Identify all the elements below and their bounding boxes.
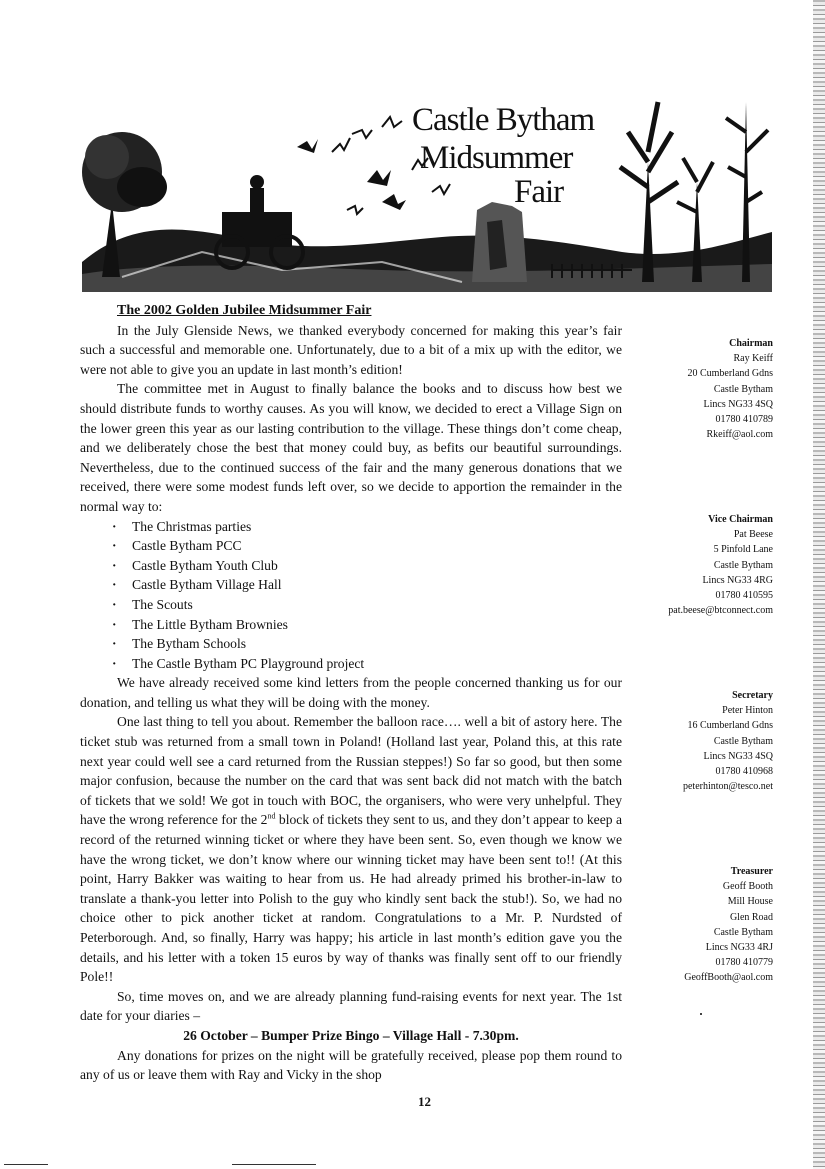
footer-rule — [4, 1164, 48, 1165]
contact-vice-chairman — [603, 512, 773, 618]
contact-line: 01780 410789 — [715, 414, 773, 426]
bingo-event-line: 26 October – Bumper Prize Bingo – Village Hall - 7.30pm. — [183, 1027, 519, 1043]
contact-line: Castle Bytham — [713, 383, 773, 395]
contact-line: Geoff Booth — [722, 881, 773, 893]
contact-line: 20 Cumberland Gdns — [687, 368, 773, 380]
contact-email: pat.beese@btconnect.com — [668, 605, 773, 617]
list-item: · Castle Bytham PCC — [112, 536, 622, 556]
contact-line: Pat Beese — [733, 529, 773, 541]
beneficiary-list — [80, 517, 622, 674]
list-item: · The Christmas parties — [112, 517, 622, 537]
list-item: · The Bytham Schools — [112, 634, 622, 654]
contact-treasurer — [603, 864, 773, 986]
paragraph-balloon-race — [80, 712, 622, 986]
contact-role: Vice Chairman — [708, 514, 773, 525]
contact-email: Rkeiff@aol.com — [706, 429, 773, 441]
contact-line: 01780 410779 — [715, 957, 773, 969]
paragraph-intro: In the July Glenside News, we thanked everybody concerned for making this year’s fair such a successful and memorable one. Unfortunately, due to a bit of a mix up with the editor, we were not able to give you an update in last month’s edition! — [80, 322, 622, 377]
contact-role: Treasurer — [730, 866, 773, 877]
scan-speck — [700, 1013, 702, 1015]
contact-role: Chairman — [729, 338, 773, 349]
paragraph-donations: Any donations for prizes on the night will be gratefully received, please pop them round to any of us or leave them with Ray and Vicky in the shop — [80, 1047, 622, 1083]
article-body — [80, 301, 622, 1085]
list-item: · The Castle Bytham PC Playground project — [112, 654, 622, 674]
contact-line: Lincs NG33 4RG — [702, 574, 773, 586]
paragraph-fundraising: So, time moves on, and we are already planning fund-raising events for next year. The 1st date for your diaries – — [80, 988, 622, 1024]
list-item: · Castle Bytham Youth Club — [112, 556, 622, 576]
article-title: The 2002 Golden Jubilee Midsummer Fair — [117, 303, 372, 318]
contact-line: Castle Bytham — [713, 926, 773, 938]
contact-line: Lincs NG33 4SQ — [703, 750, 773, 762]
list-item: · Castle Bytham Village Hall — [112, 575, 622, 595]
paragraph-committee: The committee met in August to finally balance the books and to discuss how best we should distribute funds to worthy causes. As you will know, we decided to erect a Village Sign on the lower green this year as our lasting contribution to the village. These things don’t come cheap, and we deliberately chose the best that money could buy, as befits our beautiful surroundings. Nevertheless, due to the continued success of the fair and the many generous donations that we received, there were some modest funds left over, so we decide to apportion the remainder in the normal way to: — [80, 381, 622, 514]
contact-line: Glen Road — [729, 911, 773, 923]
balloon-text-a: One last thing to tell you about. Remember the balloon race…. well a bit of astory here. The ticket stub was returned from a small town in Poland! (Holland last year, Poland this, at this rate next year could well see a card returned from the Russian steppes!) So far so good, but then some major confusion, because the number on the card that was sent back did not match with the batch of tickets that we sold! We got in touch with BOC, the organisers, who were very unhelpful. They have the wrong reference for the 2 — [80, 714, 622, 828]
contact-email: GeoffBooth@aol.com — [684, 972, 773, 984]
banner-title-line3: Fair — [514, 174, 564, 210]
contact-line: Lincs NG33 4RJ — [705, 942, 773, 954]
footer-rule — [232, 1164, 316, 1165]
contact-line: Peter Hinton — [722, 705, 773, 717]
contact-line: 16 Cumberland Gdns — [687, 720, 773, 732]
contact-role: Secretary — [732, 690, 773, 701]
list-item: · The Scouts — [112, 595, 622, 615]
banner-title-line1: Castle Bytham — [412, 102, 595, 138]
contact-email: peterhinton@tesco.net — [682, 781, 773, 793]
contact-line: Castle Bytham — [713, 735, 773, 747]
contact-chairman — [603, 336, 773, 442]
list-item: · The Little Bytham Brownies — [112, 615, 622, 635]
balloon-text-b: block of tickets they sent to us, and they don’t appear to keep a record of the returned winning ticket or where they have been sent. So, even though we know we have the wrong ticket, we don’t know where our winning ticket may have been sent to!! (At this point, Harry Bakker was waiting to hear from us. He had already primed his brother-in-law to translate a thank-you letter into Polish to the guy who kindly sent back the stub!). So, we had no choice other to pick another ticket at random. Congratulations to a Mr. P. Nurdsted of Peterborough. And, so finally, Harry was happy; his article in last month’s edition gave you the details, and his letter with a token 15 euros by way of thanks was finally sent off to our friendly Pole!! — [80, 812, 622, 985]
contact-line: Castle Bytham — [713, 559, 773, 571]
contact-line: 5 Pinfold Lane — [713, 544, 773, 556]
scan-edge-artifact — [813, 0, 825, 1169]
page-number: 12 — [418, 1094, 431, 1109]
ordinal-suffix: nd — [267, 811, 276, 821]
contact-secretary — [603, 688, 773, 794]
contact-line: Lincs NG33 4SQ — [703, 398, 773, 410]
contact-line: 01780 410595 — [715, 590, 773, 602]
banner-title-line2: Midsummer — [420, 140, 573, 176]
contact-line: Ray Keiff — [733, 353, 773, 365]
contact-line: 01780 410968 — [715, 766, 773, 778]
contact-line: Mill House — [727, 896, 773, 908]
paragraph-letters: We have already received some kind letters from the people concerned thanking us for our donation, and telling us what they will be doing with the money. — [80, 675, 622, 710]
